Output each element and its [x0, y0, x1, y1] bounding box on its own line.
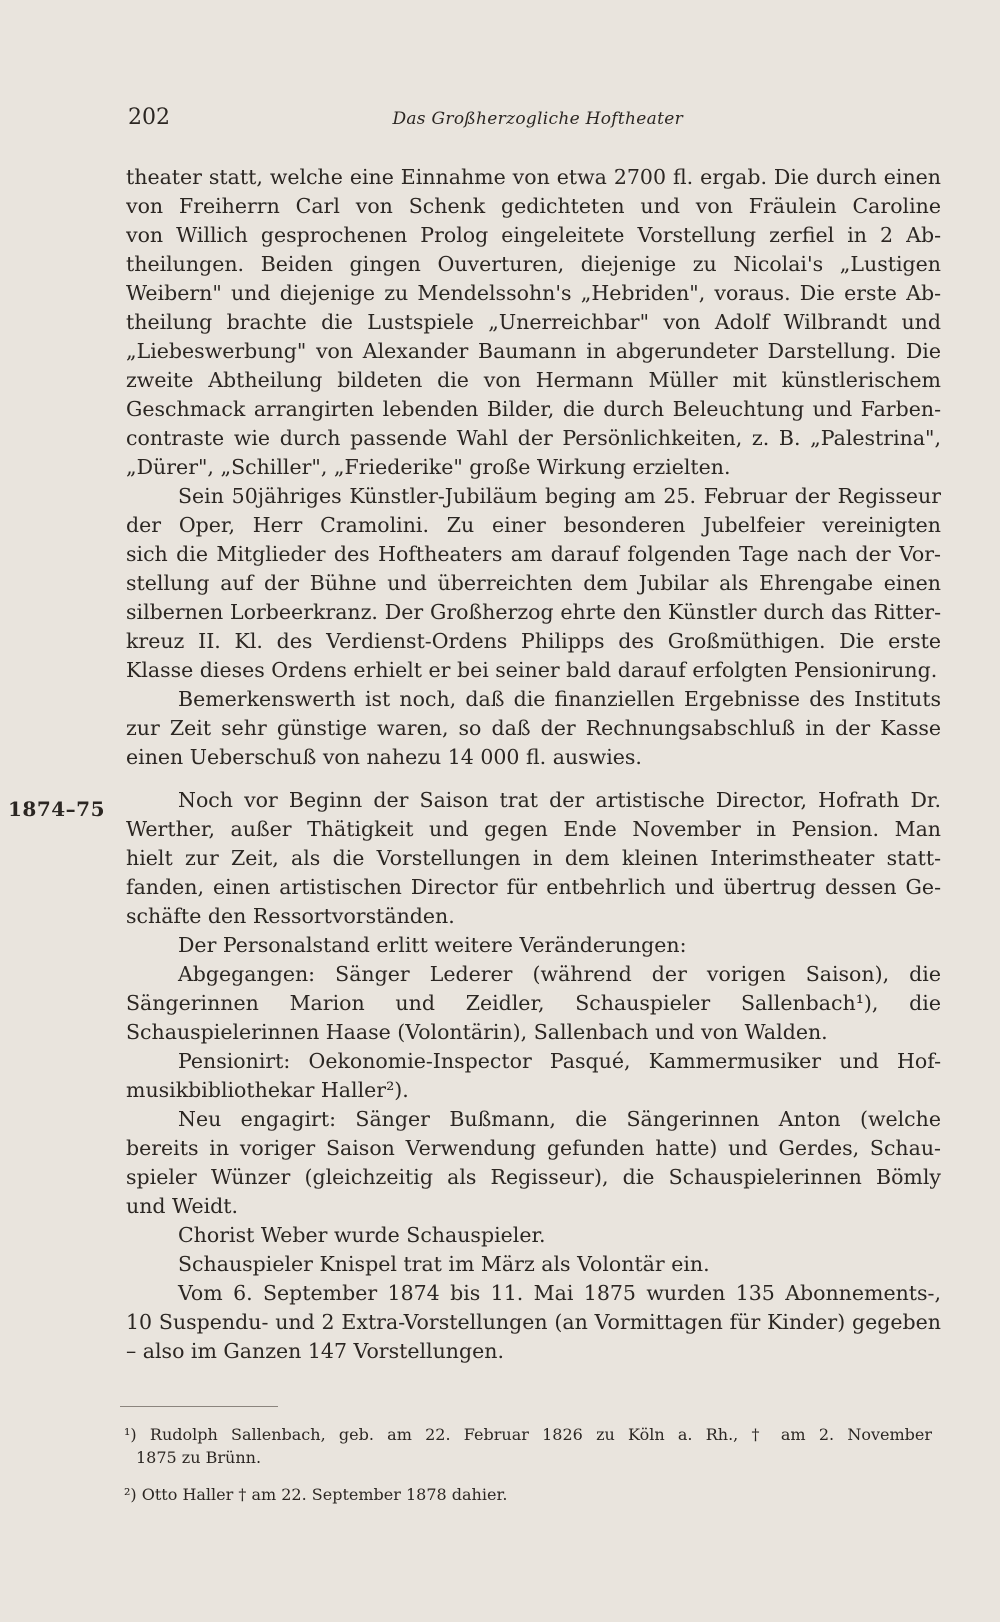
text-line: zur Zeit sehr günstige waren, so daß der Rechnungsabschluß in der Kasse — [126, 716, 941, 740]
text-line: Neu engagirt: Sänger Bußmann, die Sängerinnen Anton (welche — [178, 1107, 941, 1131]
text-line: „Liebeswerbung" von Alexander Baumann in abgerundeter Darstellung. Die — [126, 339, 941, 363]
text-line: Der Personalstand erlitt weitere Veränderungen: — [178, 933, 687, 957]
text-line: Weibern" und diejenige zu Mendelssohn's „Hebriden", voraus. Die erste Ab- — [126, 281, 941, 305]
text-line: Sein 50jähriges Künstler-Jubiläum beging am 25. Februar der Regisseur — [178, 484, 941, 508]
footnote-line: ²) Otto Haller † am 22. September 1878 dahier. — [124, 1485, 508, 1504]
text-line: – also im Ganzen 147 Vorstellungen. — [126, 1339, 504, 1363]
text-line: einen Ueberschuß von nahezu 14 000 fl. auswies. — [126, 745, 642, 769]
footnotes — [124, 1423, 932, 1506]
text-line: Chorist Weber wurde Schauspieler. — [178, 1223, 546, 1247]
text-line: contraste wie durch passende Wahl der Persönlichkeiten, z. B. „Palestrina", — [126, 426, 941, 450]
text-line: hielt zur Zeit, als die Vorstellungen in dem kleinen Interimstheater statt- — [126, 846, 941, 870]
footnote-line: 1875 zu Brünn. — [136, 1448, 262, 1467]
text-line: der Oper, Herr Cramolini. Zu einer besonderen Jubelfeier vereinigten — [126, 513, 941, 537]
text-line: bereits in voriger Saison Verwendung gefunden hatte) und Gerdes, Schau- — [126, 1136, 941, 1160]
text-line: „Dürer", „Schiller", „Friederike" große Wirkung erzielten. — [126, 455, 731, 479]
text-line: spieler Wünzer (gleichzeitig als Regisseur), die Schauspielerinnen Bömly — [126, 1165, 941, 1189]
text-line: kreuz II. Kl. des Verdienst-Ordens Philipps des Großmüthigen. Die erste — [126, 629, 941, 653]
text-line: silbernen Lorbeerkranz. Der Großherzog ehrte den Künstler durch das Ritter- — [126, 600, 941, 624]
text-line: theilungen. Beiden gingen Ouverturen, diejenige zu Nicolai's „Lustigen — [126, 252, 941, 276]
text-line: stellung auf der Bühne und überreichten dem Jubilar als Ehrengabe einen — [126, 571, 941, 595]
text-line: Noch vor Beginn der Saison trat der artistische Director, Hofrath Dr. — [178, 788, 941, 812]
text-line: Abgegangen: Sänger Lederer (während der vorigen Saison), die — [178, 962, 941, 986]
text-line: Bemerkenswerth ist noch, daß die finanziellen Ergebnisse des Instituts — [178, 687, 941, 711]
text-line: Geschmack arrangirten lebenden Bilder, die durch Beleuchtung und Farben- — [126, 397, 941, 421]
footnote-divider — [120, 1406, 278, 1407]
text-line: Sängerinnen Marion und Zeidler, Schauspieler Sallenbach¹), die — [126, 991, 941, 1015]
text-line: sich die Mitglieder des Hoftheaters am darauf folgenden Tage nach der Vor- — [126, 542, 941, 566]
text-line: und Weidt. — [126, 1194, 239, 1218]
running-title: Das Großherzogliche Hoftheater — [392, 109, 683, 129]
text-line: fanden, einen artistischen Director für entbehrlich und übertrug dessen Ge- — [126, 875, 941, 899]
footnote-line: ¹) Rudolph Sallenbach, geb. am 22. Februar 1826 zu Köln a. Rh., † am 2. November — [124, 1425, 932, 1444]
text-line: Vom 6. September 1874 bis 11. Mai 1875 wurden 135 Abonnements-, — [178, 1281, 941, 1305]
text-line: 10 Suspendu- und 2 Extra-Vorstellungen (an Vormittagen für Kinder) gegeben — [126, 1310, 941, 1334]
text-line: Klasse dieses Ordens erhielt er bei seiner bald darauf erfolgten Pensionirung. — [126, 658, 938, 682]
text-line: Pensionirt: Oekonomie-Inspector Pasqué, Kammermusiker und Hof- — [178, 1049, 941, 1073]
text-line: Werther, außer Thätigkeit und gegen Ende November in Pension. Man — [126, 817, 941, 841]
text-line: von Freiherrn Carl von Schenk gedichteten und von Fräulein Caroline — [126, 194, 941, 218]
year-marginal-note: 1874–75 — [8, 797, 105, 821]
text-line: theater statt, welche eine Einnahme von etwa 2700 fl. ergab. Die durch einen — [126, 165, 941, 189]
text-line: Schauspieler Knispel trat im März als Volontär ein. — [178, 1252, 710, 1276]
text-line: von Willich gesprochenen Prolog eingeleitete Vorstellung zerfiel in 2 Ab- — [126, 223, 941, 247]
text-line: Schauspielerinnen Haase (Volontärin), Sallenbach und von Walden. — [126, 1020, 828, 1044]
text-line: zweite Abtheilung bildeten die von Hermann Müller mit künstlerischem — [126, 368, 941, 392]
page-header — [128, 105, 683, 135]
text-line: theilung brachte die Lustspiele „Unerreichbar" von Adolf Wilbrandt und — [126, 310, 941, 334]
text-line: musikbibliothekar Haller²). — [126, 1078, 409, 1102]
body-text — [126, 163, 941, 1366]
page-number: 202 — [128, 105, 170, 130]
text-line: schäfte den Ressortvorständen. — [126, 904, 455, 928]
